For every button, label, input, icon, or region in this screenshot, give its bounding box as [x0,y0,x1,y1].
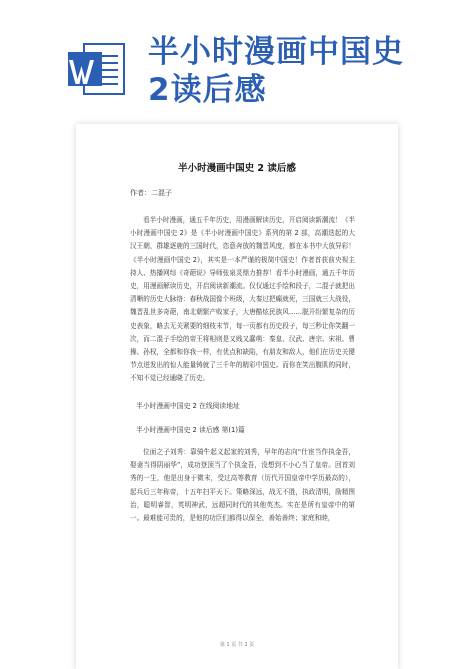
paragraph-intro: 看半小时漫画，通五千年历史，用漫画解读历史，开启阅读新潮流！《半小时漫画中国史 2》是《半小时漫画中国史》系列的第 2 部，高潮迭起的大汉王朝，群雄逐鹿的三国时代，恣意奔放的魏晋风度，都在本书中大放异彩！《半小时漫画中国史 2》，其实是一本严谨的极简中国史！作者首获前央视主持人、热播网综《奇葩说》导师张泉灵鼎力推荐！看半小时漫画，通五千年历史，用漫画解读历史，开启阅读新潮流。仅仅通过手绘和段子，二混子就把出清晰的历史大脉络：春秋战国像个班级，大秦过把癫就死，三国就三大战役，魏晋乱世多奇葩，南北朝繁产败家子，大唐酷炫民族风……脱开纷繁复杂的历史表象，略去无关紧要的细枝末节，每一页都有历史段子，每三秒让你笑翻一次，而二混子手绘的帝王将相则是又贱又蠢萌：秦皇、汉武、唐宗、宋祖、曹操、孙权，全都和你我一样，有优点和缺陷，有朋友和敌人，他们在历史关键节点迸发出的惊人能量铸就了三千年的精彩中国史。而你在笑出腹肌的同时，不知不觉已经通晓了历史。 [130,216,355,383]
banner-title-line1: 半小时漫画中国史 [148,34,404,70]
header-banner [0,0,474,112]
section-heading: 半小时漫画中国史 2 读后感 第(1)篇 [136,426,245,434]
document-page [76,124,398,669]
page-number: 第 1 页 共 2 页 [219,642,255,648]
paragraph-liuxiu: 位面之子刘秀：靠骑牛起义起家的刘秀，早年的志向“仕宦当作执金吾，娶妻当得阴丽华”，成功登顶当了个执金吾，没想到不小心当了皇帝。回首刘秀的一生，他是出身于微末，受过高等教育（历代开国皇帝中学历最高的），起兵后三年称帝，十五年扫平天下。策略深远，战无不胜，执政清明，励精图治，聪明睿智，英明神武，远超同时代的其他英杰。实在是所有皇帝中的第一。最难能可贵的，是他的功臣们都得以保全，善始善终；家庭和睦， [130,448,355,523]
banner-title-line2: 2读后感 [148,72,267,108]
online-reading-line: 半小时漫画中国史 2 在线阅读地址 [136,402,240,410]
word-document-icon [66,38,128,100]
document-title: 半小时漫画中国史 2 读后感 [178,163,296,174]
document-author: 作者：二混子 [130,189,172,197]
